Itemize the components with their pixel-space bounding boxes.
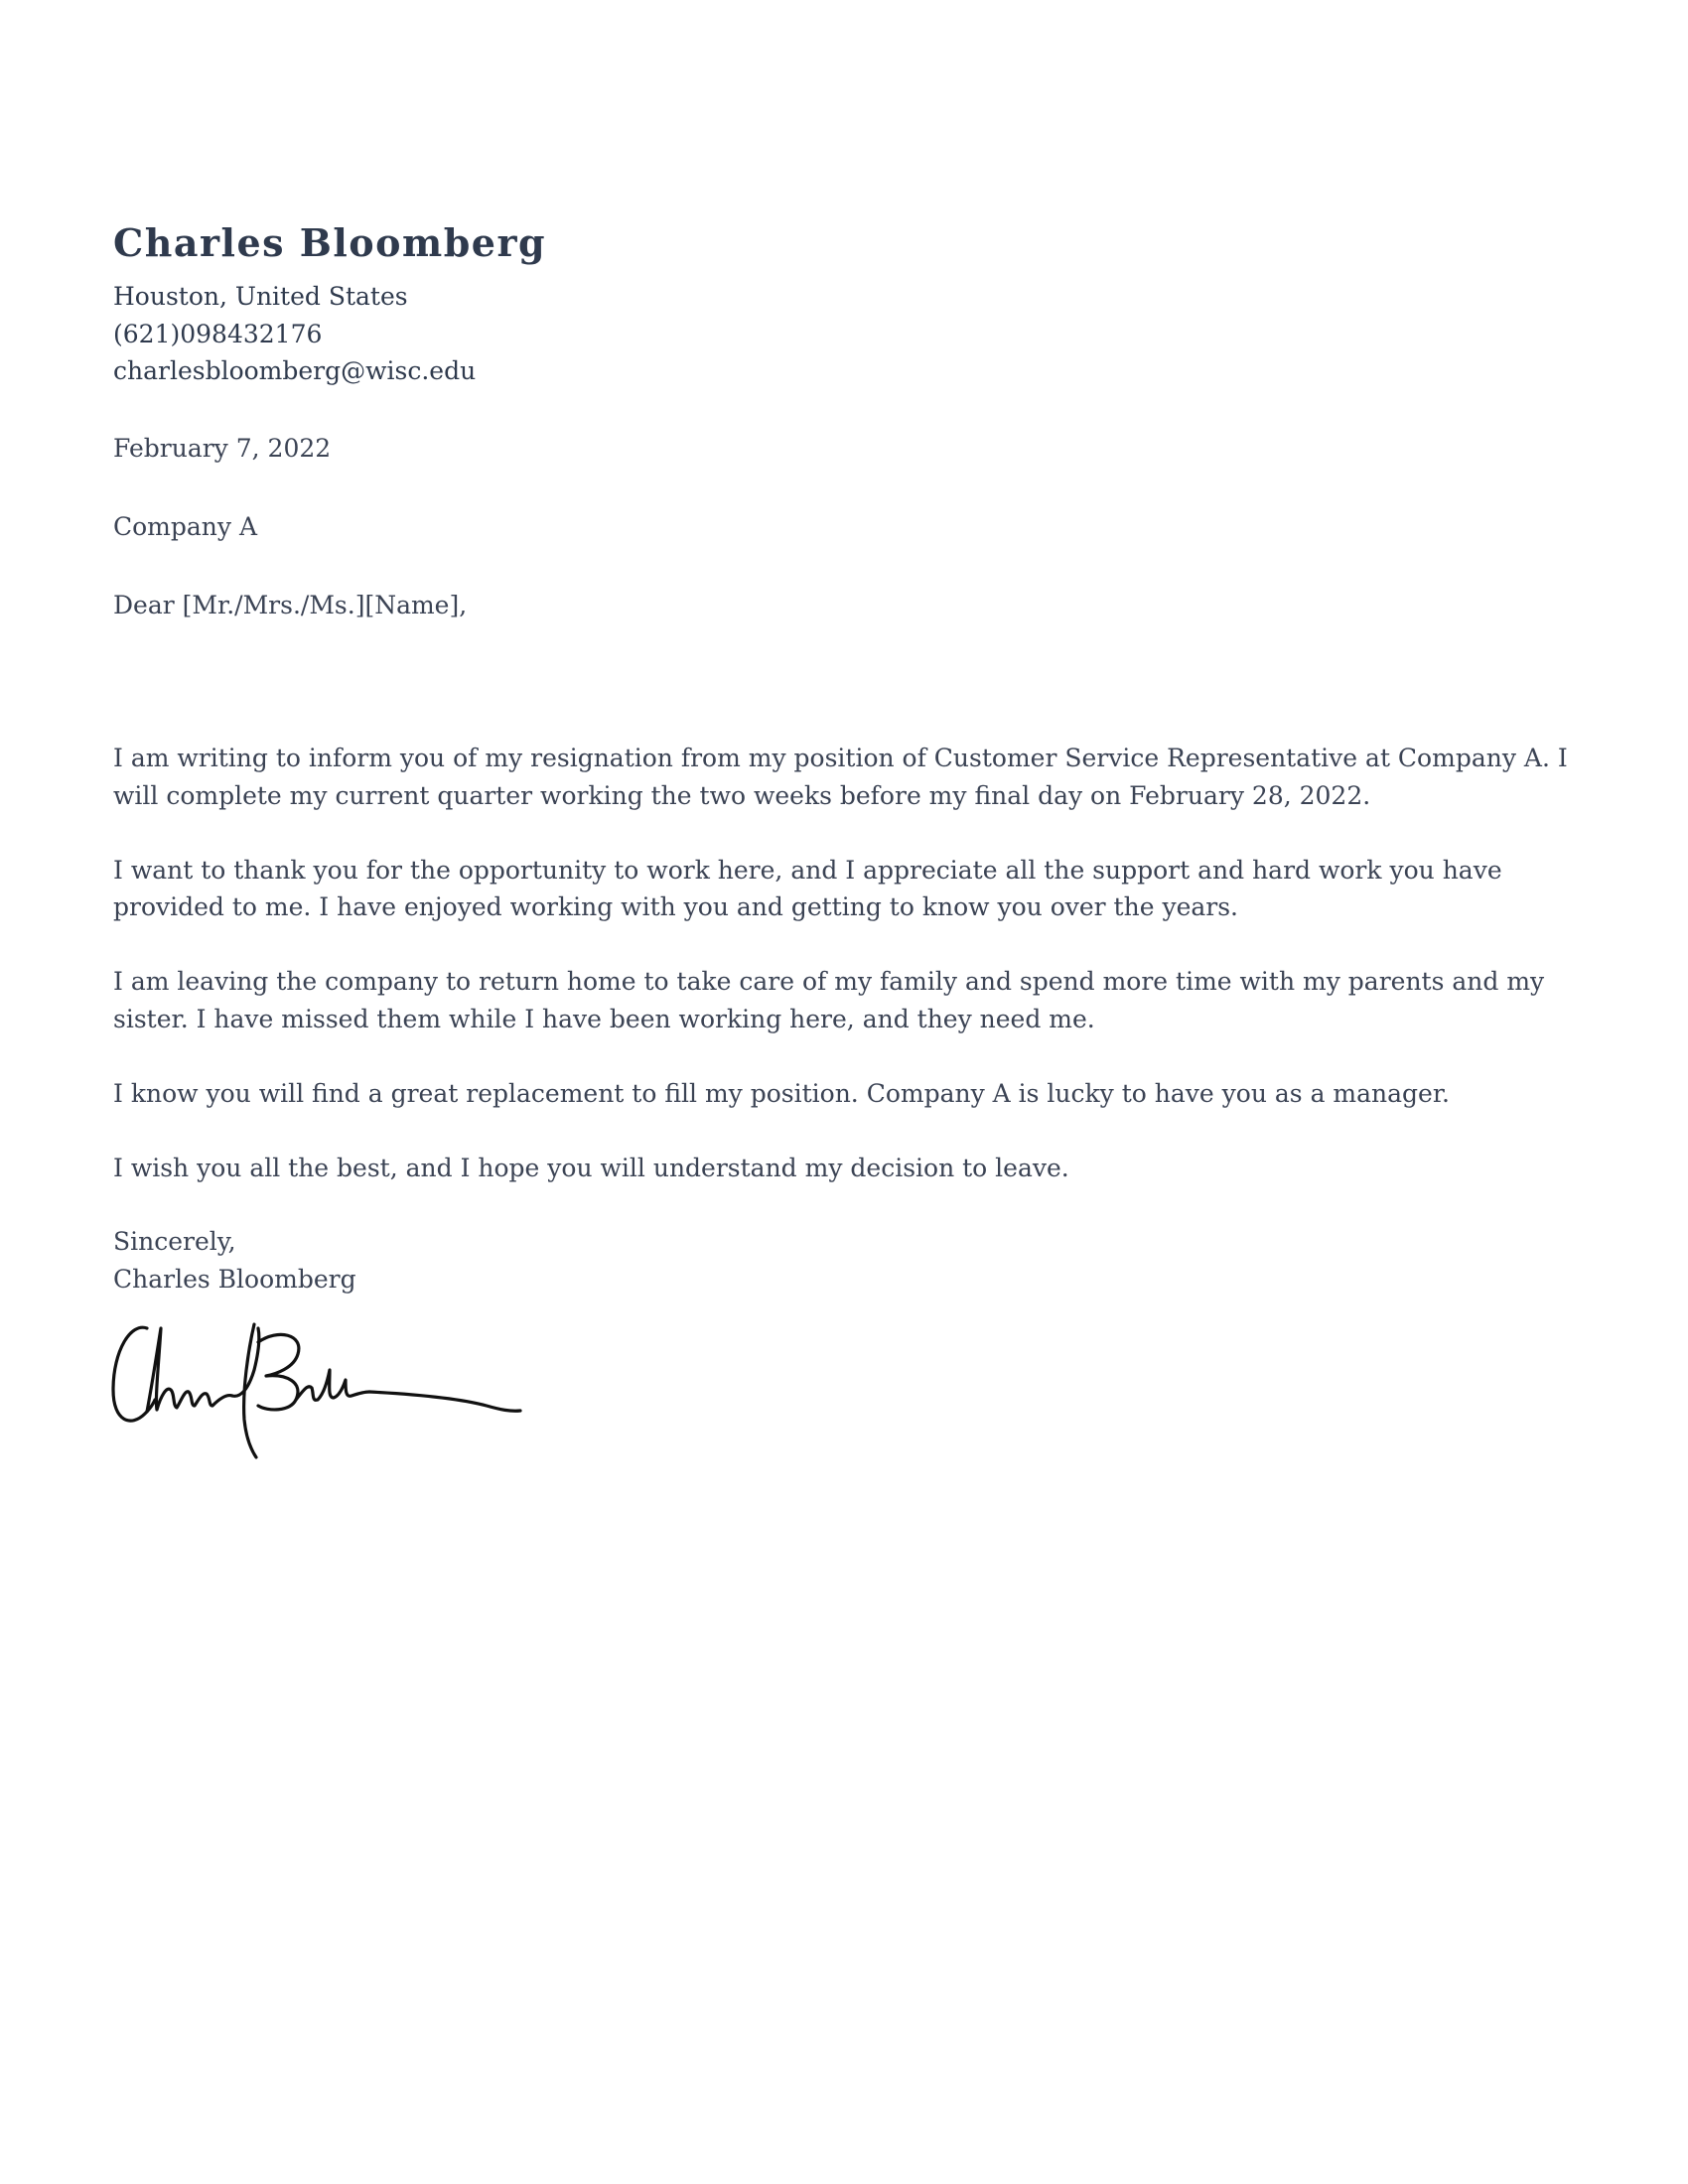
letter-body <box>113 740 1585 1224</box>
signature-stroke <box>258 1334 299 1410</box>
closing-block <box>113 1223 356 1297</box>
signature-stroke <box>369 1392 520 1411</box>
salutation: Dear [Mr./Mrs./Ms.][Name], <box>113 591 468 619</box>
sender-name: Charles Bloomberg <box>113 220 547 265</box>
sender-phone: (621)098432176 <box>113 319 323 348</box>
sender-location: Houston, United States <box>113 282 408 311</box>
recipient-company: Company A <box>113 512 258 541</box>
sender-contact-block <box>113 278 476 390</box>
signature-stroke <box>296 1370 369 1400</box>
body-paragraph: I am writing to inform you of my resignation from my position of Customer Service Representative at Company A. I will complete my current quarter working the two weeks before my final day on February 28, 2022. <box>113 744 1568 810</box>
body-paragraph: I know you will find a great replacement to fill my position. Company A is lucky to have you as a manager. <box>113 1078 1450 1108</box>
valediction: Sincerely, <box>113 1227 236 1256</box>
body-paragraph: I want to thank you for the opportunity to work here, and I appreciate all the support and hard work you have provided to me. I have enjoyed working with you and getting to know you over the years. <box>113 855 1502 921</box>
body-paragraph: I wish you all the best, and I hope you will understand my decision to leave. <box>113 1153 1069 1182</box>
letter-date: February 7, 2022 <box>113 434 332 463</box>
body-paragraph: I am leaving the company to return home to take care of my family and spend more time with my parents and my sister. I have missed them while I have been working here, and they need me. <box>113 967 1545 1033</box>
signature-stroke <box>147 1328 232 1412</box>
handwritten-signature <box>109 1310 526 1469</box>
sender-email: charlesbloomberg@wisc.edu <box>113 356 477 385</box>
signer-name: Charles Bloomberg <box>113 1264 356 1294</box>
